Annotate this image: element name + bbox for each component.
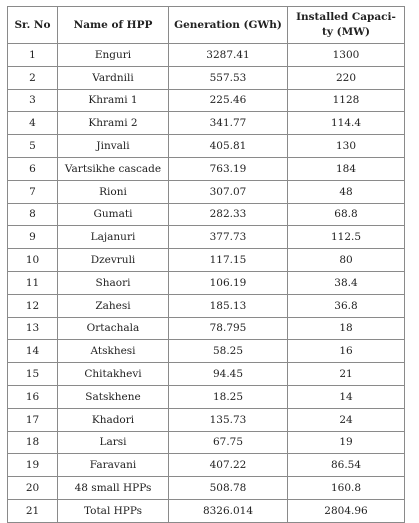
table-row: [8, 499, 405, 522]
cell-capacity: 1128: [288, 89, 405, 112]
header-installed-capacity: Installed Capaci-ty (MW): [288, 7, 405, 44]
cell-name: Shaori: [58, 271, 169, 294]
cell-capacity: 112.5: [288, 226, 405, 249]
cell-generation: 18.25: [169, 385, 288, 408]
cell-capacity: 48: [288, 180, 405, 203]
table-row: [8, 66, 405, 89]
cell-name: Chitakhevi: [58, 363, 169, 386]
table-row: [8, 454, 405, 477]
cell-sr-no: 15: [8, 363, 58, 386]
table-row: [8, 477, 405, 500]
table-row: [8, 157, 405, 180]
header-generation: Generation (GWh): [169, 7, 288, 44]
cell-sr-no: 2: [8, 66, 58, 89]
table-row: [8, 408, 405, 431]
cell-generation: 405.81: [169, 135, 288, 158]
cell-name: Khadori: [58, 408, 169, 431]
cell-sr-no: 12: [8, 294, 58, 317]
cell-generation: 307.07: [169, 180, 288, 203]
cell-sr-no: 8: [8, 203, 58, 226]
cell-generation: 106.19: [169, 271, 288, 294]
cell-capacity: 2804.96: [288, 499, 405, 522]
cell-generation: 508.78: [169, 477, 288, 500]
cell-generation: 185.13: [169, 294, 288, 317]
table-row: [8, 112, 405, 135]
cell-name: Enguri: [58, 44, 169, 67]
table-row: [8, 135, 405, 158]
table-row: [8, 249, 405, 272]
cell-name: Faravani: [58, 454, 169, 477]
cell-generation: 225.46: [169, 89, 288, 112]
hpp-table-container: [7, 6, 404, 523]
cell-name: Rioni: [58, 180, 169, 203]
cell-capacity: 38.4: [288, 271, 405, 294]
cell-generation: 67.75: [169, 431, 288, 454]
table-row: [8, 271, 405, 294]
cell-capacity: 18: [288, 317, 405, 340]
cell-capacity: 1300: [288, 44, 405, 67]
cell-capacity: 19: [288, 431, 405, 454]
cell-capacity: 68.8: [288, 203, 405, 226]
cell-name: 48 small HPPs: [58, 477, 169, 500]
cell-name: Khrami 1: [58, 89, 169, 112]
cell-generation: 282.33: [169, 203, 288, 226]
table-row: [8, 340, 405, 363]
cell-generation: 763.19: [169, 157, 288, 180]
cell-name: Zahesi: [58, 294, 169, 317]
header-name-of-hpp: Name of HPP: [58, 7, 169, 44]
cell-generation: 135.73: [169, 408, 288, 431]
cell-sr-no: 4: [8, 112, 58, 135]
corner-mark: [403, 503, 413, 506]
cell-name: Gumati: [58, 203, 169, 226]
cell-name: Dzevruli: [58, 249, 169, 272]
cell-name: Atskhesi: [58, 340, 169, 363]
cell-name: Satskhene: [58, 385, 169, 408]
cell-sr-no: 7: [8, 180, 58, 203]
table-row: [8, 363, 405, 386]
table-row: [8, 44, 405, 67]
cell-generation: 407.22: [169, 454, 288, 477]
table-row: [8, 203, 405, 226]
cell-name: Ortachala: [58, 317, 169, 340]
cell-sr-no: 9: [8, 226, 58, 249]
cell-name: Lajanuri: [58, 226, 169, 249]
cell-sr-no: 14: [8, 340, 58, 363]
cell-generation: 94.45: [169, 363, 288, 386]
table-header-row: [8, 7, 405, 44]
table-row: [8, 294, 405, 317]
table-row: [8, 226, 405, 249]
cell-sr-no: 19: [8, 454, 58, 477]
cell-capacity: 160.8: [288, 477, 405, 500]
cell-capacity: 220: [288, 66, 405, 89]
cell-generation: 377.73: [169, 226, 288, 249]
cell-name: Total HPPs: [58, 499, 169, 522]
cell-capacity: 130: [288, 135, 405, 158]
cell-generation: 8326.014: [169, 499, 288, 522]
cell-capacity: 16: [288, 340, 405, 363]
cell-name: Jinvali: [58, 135, 169, 158]
cell-capacity: 80: [288, 249, 405, 272]
cell-sr-no: 13: [8, 317, 58, 340]
cell-capacity: 86.54: [288, 454, 405, 477]
cell-sr-no: 17: [8, 408, 58, 431]
cell-capacity: 14: [288, 385, 405, 408]
cell-sr-no: 20: [8, 477, 58, 500]
cell-generation: 3287.41: [169, 44, 288, 67]
cell-capacity: 184: [288, 157, 405, 180]
hpp-table: [7, 6, 405, 523]
cell-generation: 117.15: [169, 249, 288, 272]
cell-sr-no: 10: [8, 249, 58, 272]
cell-generation: 58.25: [169, 340, 288, 363]
cell-name: Vartsikhe cascade: [58, 157, 169, 180]
cell-name: Vardnili: [58, 66, 169, 89]
table-row: [8, 317, 405, 340]
cell-sr-no: 3: [8, 89, 58, 112]
cell-sr-no: 1: [8, 44, 58, 67]
cell-sr-no: 16: [8, 385, 58, 408]
table-row: [8, 180, 405, 203]
table-row: [8, 431, 405, 454]
table-body: [8, 44, 405, 523]
cell-name: Khrami 2: [58, 112, 169, 135]
cell-generation: 78.795: [169, 317, 288, 340]
cell-sr-no: 11: [8, 271, 58, 294]
table-row: [8, 385, 405, 408]
cell-capacity: 114.4: [288, 112, 405, 135]
cell-generation: 557.53: [169, 66, 288, 89]
cell-capacity: 24: [288, 408, 405, 431]
cell-sr-no: 6: [8, 157, 58, 180]
cell-sr-no: 18: [8, 431, 58, 454]
table-row: [8, 89, 405, 112]
cell-capacity: 36.8: [288, 294, 405, 317]
cell-sr-no: 5: [8, 135, 58, 158]
cell-generation: 341.77: [169, 112, 288, 135]
cell-capacity: 21: [288, 363, 405, 386]
header-sr-no: Sr. No: [8, 7, 58, 44]
cell-name: Larsi: [58, 431, 169, 454]
cell-sr-no: 21: [8, 499, 58, 522]
